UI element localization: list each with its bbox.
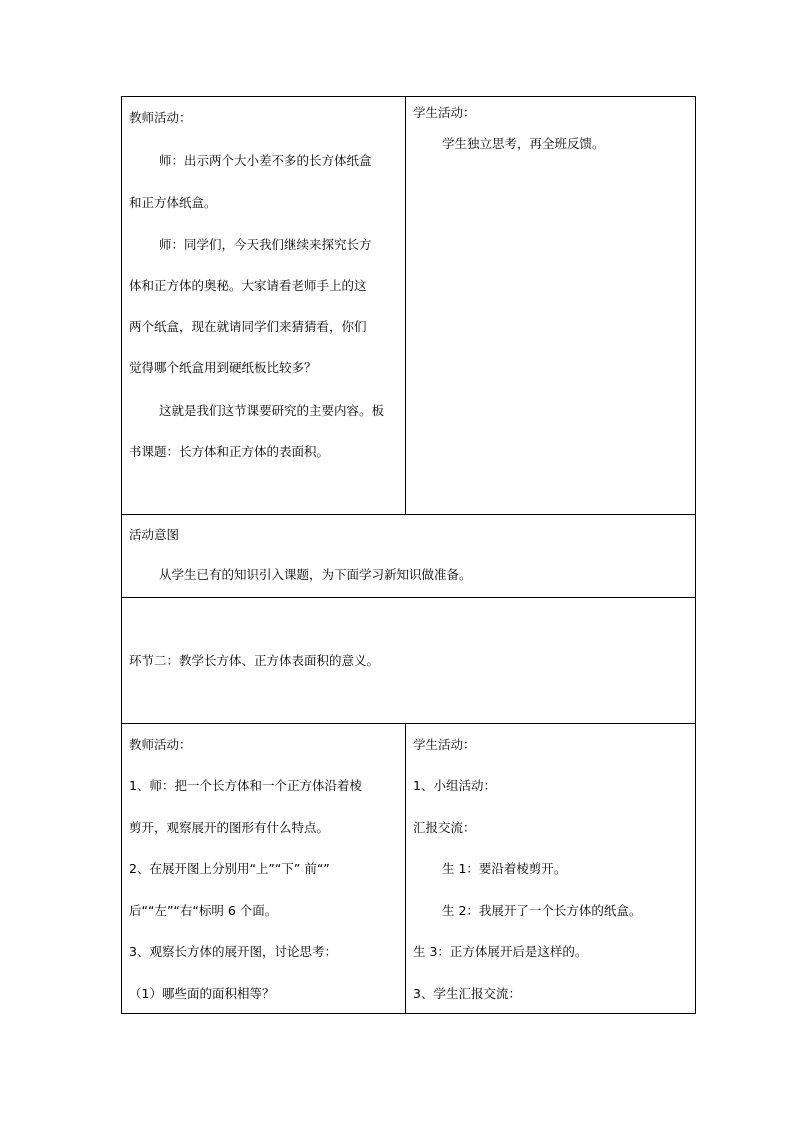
teacher-activity-cell-1 — [122, 97, 405, 514]
teacher-line: 这就是我们这节课要研究的主要内容。板 — [159, 403, 385, 418]
student-activity-heading: 学生活动： — [413, 737, 476, 752]
lesson-plan-table — [121, 96, 696, 1014]
student-line: 学生独立思考，再全班反馈。 — [442, 136, 605, 151]
teacher-line: 后““左”“右“标明 6 个面。 — [129, 903, 278, 918]
teacher-line: 2、在展开图上分别用“上”“下” 前“” — [129, 861, 330, 876]
teacher-line: 书课题：长方体和正方体的表面积。 — [129, 444, 330, 459]
teacher-line: 觉得哪个纸盒用到硬纸板比较多？ — [129, 360, 317, 375]
student-activity-cell-2 — [406, 724, 696, 1014]
teacher-line: 1、师：把一个长方体和一个正方体沿着棱 — [129, 778, 362, 793]
teacher-activity-heading: 教师活动： — [129, 110, 192, 125]
teacher-line: 师：同学们，今天我们继续来探究长方 — [159, 237, 372, 252]
section-two-cell — [122, 598, 696, 723]
student-activity-cell-1 — [406, 97, 696, 514]
section-two-title: 环节二：教学长方体、正方体表面积的意义。 — [129, 653, 380, 668]
student-line: 生 3：正方体展开后是这样的。 — [413, 944, 588, 959]
teacher-line: 师：出示两个大小差不多的长方体纸盒 — [159, 153, 372, 168]
teacher-activity-heading: 教师活动： — [129, 737, 192, 752]
activity-intent-heading: 活动意图 — [129, 527, 180, 542]
teacher-line: 体和正方体的奥秘。大家请看老师手上的这 — [129, 278, 367, 293]
teacher-line: （1）哪些面的面积相等？ — [129, 986, 275, 1001]
student-line: 生 1：要沿着棱剪开。 — [442, 861, 567, 876]
student-line: 3、学生汇报交流： — [413, 986, 521, 1001]
teacher-line: 剪开，观察展开的图形有什么特点。 — [129, 820, 330, 835]
teacher-line: 3、观察长方体的展开图，讨论思考： — [129, 944, 337, 959]
activity-intent-text: 从学生已有的知识引入课题，为下面学习新知识做准备。 — [159, 567, 472, 582]
student-activity-heading: 学生活动： — [413, 105, 476, 120]
teacher-activity-cell-2 — [122, 724, 405, 1014]
student-line: 1、小组活动： — [413, 778, 496, 793]
teacher-line: 和正方体纸盒。 — [129, 195, 217, 210]
activity-intent-cell — [122, 515, 696, 597]
student-line: 生 2：我展开了一个长方体的纸盒。 — [442, 903, 642, 918]
teacher-line: 两个纸盒，现在就请同学们来猜猜看，你们 — [129, 319, 367, 334]
student-line: 汇报交流： — [413, 820, 476, 835]
